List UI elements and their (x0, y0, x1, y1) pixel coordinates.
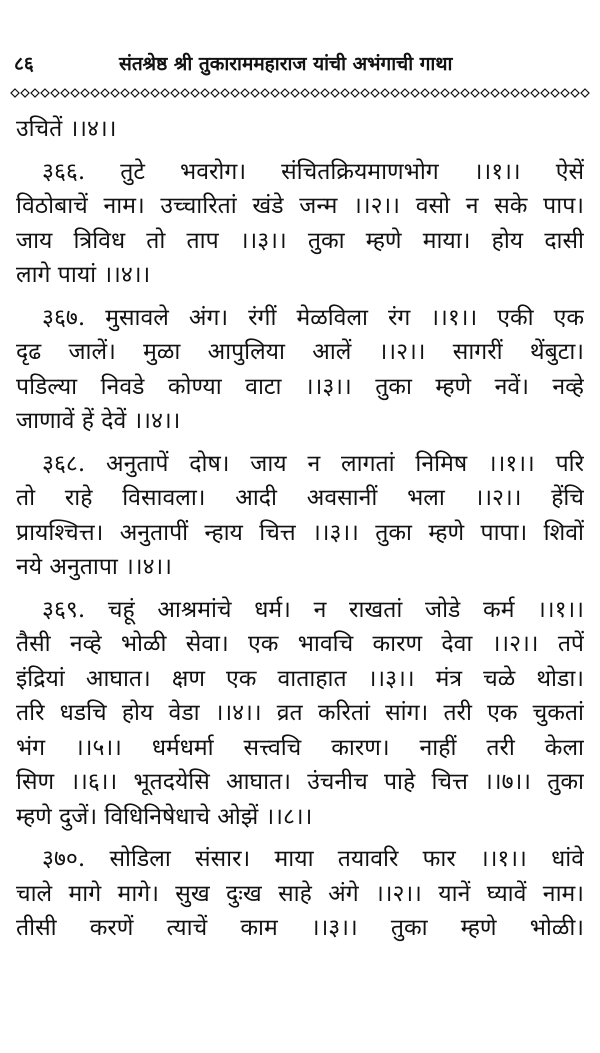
text-line: चाले मागे मागे। सुख दुःख साहे अंगे ।।२।। यानें घ्यावें नाम। (16, 880, 584, 907)
abhang-370 (16, 842, 584, 946)
text-line: तैसी नव्हे भोळी सेवा। एक भावचि कारण देवा ।।२।। तपें (16, 631, 584, 657)
page-number: ८६ (14, 53, 34, 75)
text-line: तीसी करणें त्याचें काम ।।३।। तुका म्हणे भोळी। (16, 915, 584, 941)
text-line: ३७०. सोडिला संसार। माया तयावरि फार ।।१।। धांवे (42, 846, 584, 872)
abhang-368 (16, 447, 584, 585)
text-line: ३६९. चहूं आश्रमांचे धर्म। न राखतां जोडे कर्म ।।१।। (42, 596, 584, 623)
text-line: पडिल्या निवडे कोण्या वाटा ।।३।। तुका म्हणे नवें। नव्हे (16, 373, 584, 400)
text-line: लागे पायां ।।४।। (16, 262, 151, 288)
text-line: विठोबाचें नाम। उच्चारितां खंडे जन्म ।।२।। वसो न सके पाप। (16, 193, 584, 219)
text-line: ३६६. तुटे भवरोग। संचितक्रियमाणभोग ।।१।। ऐसें (42, 158, 584, 185)
ornament-pattern-icon (10, 88, 590, 98)
text-line: सिण ।।६।। भूतदयेसि आघात। उंचनीच पाहे चित्त ।।७।। तुका (16, 769, 584, 795)
abhang-text (16, 112, 584, 954)
abhang-366 (16, 155, 584, 293)
text-line: भंग ।।५।। धर्मधर्मा सत्त्वचि कारण। नाहीं तरी केला (16, 734, 584, 761)
paragraph (16, 112, 584, 147)
text-line: जाणावें हें देवें ।।४।। (16, 408, 181, 434)
text-line: तो राहे विसावला। आदी अवसानीं भला ।।२।। हेंचि (16, 485, 584, 511)
text-line: म्हणे दुजें। विधिनिषेधाचे ओझें ।।८।। (16, 803, 313, 830)
ornamental-divider (10, 88, 590, 98)
text-line: दृढ जालें। मुळा आपुलिया आलें ।।२।। सागरीं थेंबुटा। (16, 339, 584, 365)
running-title: संतश्रेष्ठ श्री तुकाराममहाराज यांची अभंगाची गाथा (119, 53, 453, 75)
abhang-367 (16, 301, 584, 439)
abhang-369 (16, 593, 584, 835)
text-line: नये अनुतापा ।।४।। (16, 554, 172, 580)
text-line: ३६८. अनुतापें दोष। जाय न लागतां निमिष ।।१।। परि (42, 450, 584, 477)
text-line: प्रायश्चित्त। अनुतापीं न्हाय चित्त ।।३।। तुका म्हणे पापा। शिवों (16, 519, 584, 546)
page-header (14, 50, 586, 84)
text-line: उचितें ।।४।। (16, 116, 117, 142)
text-line: जाय त्रिविध तो ताप ।।३।। तुका म्हणे माया। होय दासी (16, 227, 584, 254)
text-line: इंद्रियां आघात। क्षण एक वाताहात ।।३।। मंत्र चळे थोडा। (16, 665, 584, 692)
text-line: तरि धडचि होय वेडा ।।४।। व्रत करितां सांग। तरी एक चुकतां (16, 700, 584, 726)
text-line: ३६७. मुसावले अंग। रंगीं मेळविला रंग ।।१।। एकी एक (42, 304, 584, 331)
